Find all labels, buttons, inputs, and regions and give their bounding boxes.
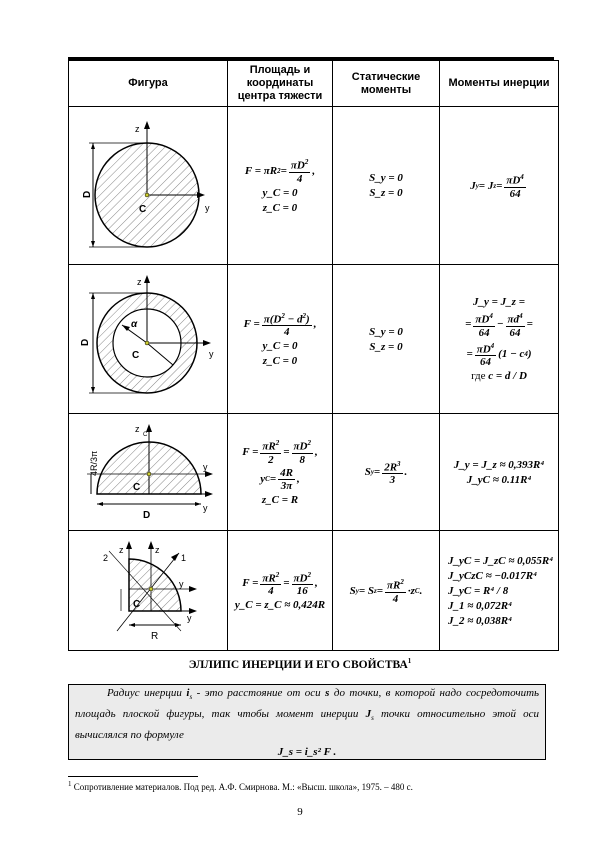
label-d: α — [131, 319, 138, 330]
definition-formula: J_s = i_s² F . — [277, 746, 337, 759]
label-R: R — [151, 631, 159, 642]
header-area: Площадь и координаты центра тяжести — [228, 61, 333, 107]
formula-yc: y_C = 0 — [262, 340, 298, 353]
label-zc-sub: C — [143, 432, 148, 438]
label-2: 2 — [103, 553, 109, 563]
formula-J3: = $\frac{\pi D^4}{64}$ (1 − c 4 ) — [466, 341, 532, 369]
header-figure: Фигура — [69, 61, 228, 107]
table-row — [69, 531, 559, 651]
table-row — [69, 265, 559, 414]
label-4r3pi: 4R/3π — [89, 450, 99, 476]
label-y: y — [187, 613, 192, 623]
definition-box — [68, 684, 546, 760]
table-row — [69, 414, 559, 531]
formula-zc: z_C = R — [261, 493, 299, 506]
page-number: 9 — [297, 806, 303, 818]
formula-area: F = πR 2 = $\frac{\pi D^2}{4}$ , — [244, 158, 316, 185]
formula-sy: S_y = 0 — [369, 172, 403, 184]
formula-c: c = d / D — [488, 370, 527, 383]
definition-text: Радиус инерции $i_s$ - это расстояние от оси s до точки, в которой надо сосредоточить площадь плоской фигуры, так чтобы момент инерции $J_s$ точки относительно этой оси вычислялся по формуле — [75, 687, 540, 742]
formula-zc: z_C = 0 — [262, 355, 298, 368]
label-C: C — [133, 599, 141, 610]
formula-area: F = $\frac{\pi R^2}{4}$ = $\frac{\pi D^2}{16}$ , — [242, 570, 318, 598]
footnote-ref: 1 — [407, 657, 412, 665]
formula-sy: S y = $\frac{2R^3}{3}$ . — [364, 459, 408, 487]
table-row — [69, 107, 559, 265]
formula-sz: S_z = 0 — [369, 187, 403, 199]
formula-J2: = $\frac{\pi D^4}{64}$ − $\frac{\pi d^4}{64}$ = — [465, 311, 533, 339]
label-y: y — [203, 503, 208, 513]
ring-diagram — [69, 265, 227, 408]
formula-J1: J_yC = J_zC ≈ 0,055R⁴ — [448, 554, 554, 567]
label-D: D — [80, 338, 91, 346]
quarter-diagram — [69, 531, 227, 645]
formula-zc: z_C = 0 — [262, 201, 298, 214]
formula-ycz: y_C = z_C ≈ 0,424R — [234, 599, 326, 612]
formula-J2: J_yCzC ≈ −0.017R⁴ — [448, 569, 537, 582]
formula-sz: S_z = 0 — [369, 340, 403, 353]
label-D: D — [82, 190, 93, 198]
figure-semicircle — [69, 414, 228, 531]
label-y: y — [205, 203, 210, 213]
label-D: D — [143, 510, 151, 521]
formula-J3: J_yC = R⁴ / 8 — [448, 584, 509, 597]
formula-J5: J_2 ≈ 0,038R⁴ — [448, 614, 512, 627]
label-yc: y — [203, 462, 208, 472]
label-C: C — [132, 350, 140, 361]
header-static-moments: Статические моменты — [333, 61, 440, 107]
header-moments-of-inertia: Моменты инерции — [440, 61, 559, 107]
label-C: C — [139, 204, 147, 215]
label-zc: z — [155, 545, 160, 555]
semicircle-diagram — [69, 414, 227, 525]
label-z: z — [135, 124, 140, 134]
formula-yc: y C = $\frac{4R}{3\pi}$ , — [260, 466, 300, 492]
circle-diagram — [69, 107, 227, 259]
figure-circle — [69, 107, 228, 265]
label-yc: y — [179, 579, 184, 589]
formula-J: J y = J z = $\frac{\pi D^4}{64}$ — [470, 173, 524, 200]
where-label: где — [471, 370, 486, 383]
footnote-rule — [68, 776, 198, 777]
figure-quarter-circle — [69, 531, 228, 651]
figure-ring — [69, 265, 228, 414]
formula-J4: J_1 ≈ 0,072R⁴ — [448, 599, 512, 612]
formula-J2: J_yC ≈ 0.11R⁴ — [466, 473, 532, 486]
formula-sy: S_y = 0 — [369, 325, 403, 338]
label-z: z — [119, 545, 124, 555]
label-C: C — [133, 482, 141, 493]
formula-area: F = $\frac{\pi(D^2 - d^2)}{4}$ , — [243, 311, 317, 339]
formula-yc: y_C = 0 — [262, 186, 298, 199]
footnote: $^1$ Сопротивление материалов. Под ред. А.Ф. Смирнова. М.: «Высш. школа», 1975. – 480 с. — [68, 780, 413, 792]
formula-s: S y = S z = $\frac{\pi R^2}{4}$ ·z C . — [349, 578, 423, 605]
formula-J1: J_y = J_z = — [473, 295, 525, 308]
label-1: 1 — [181, 553, 187, 563]
label-zc: z — [135, 424, 140, 434]
label-z: z — [137, 277, 142, 287]
label-y: y — [209, 349, 214, 359]
properties-table — [68, 60, 559, 651]
section-title: ЭЛЛИПС ИНЕРЦИИ И ЕГО СВОЙСТВА$^1$ — [188, 657, 412, 671]
formula-J1: J_y = J_z ≈ 0,393R⁴ — [453, 458, 545, 471]
formula-area: F = $\frac{\pi R^2}{2}$ = $\frac{\pi D^2}{8}$ , — [242, 439, 318, 466]
